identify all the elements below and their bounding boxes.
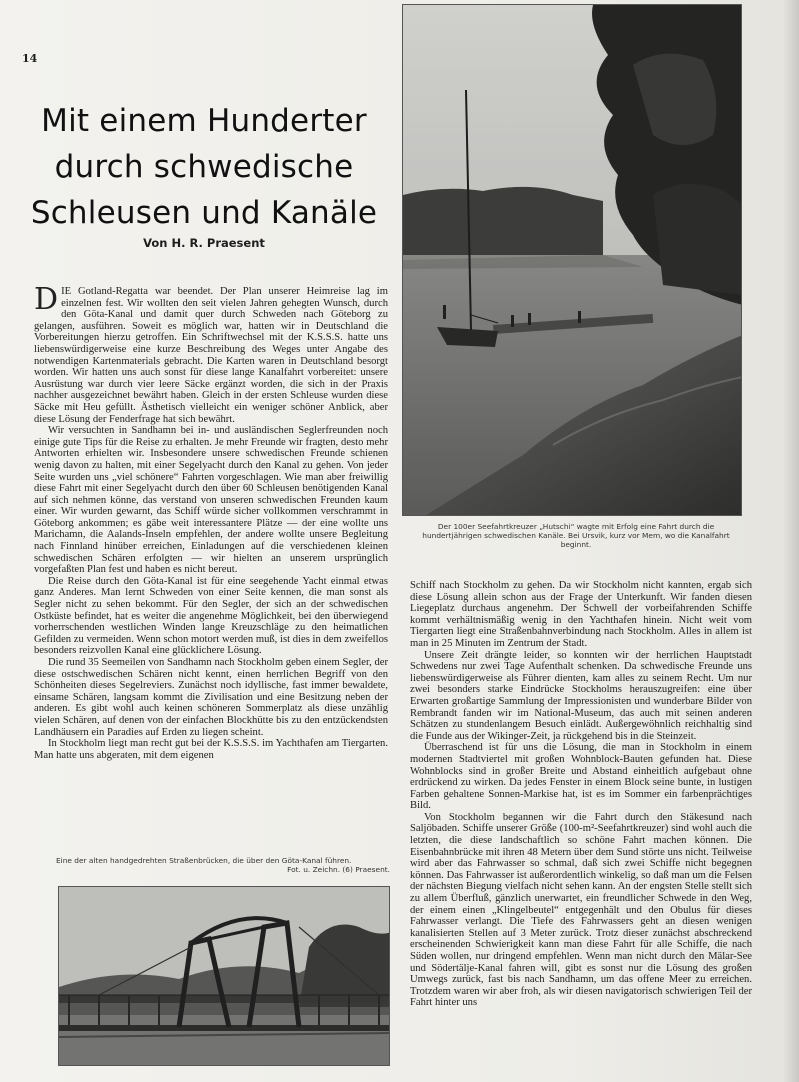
article-paragraph: In Stockholm liegt man recht gut bei der K.S.S.S. im Yachthafen am Tiergarten. Man hatte uns abgeraten, mit dem eigenen <box>34 738 388 761</box>
bridge-caption-text: Eine der alten handgedrehten Straßenbrücken, die über den Göta-Kanal führen. <box>56 856 352 865</box>
page-number: 14 <box>22 52 38 65</box>
bridge-photo-caption <box>56 856 390 874</box>
article-column-left <box>34 286 388 844</box>
article-paragraph: Die rund 35 Seemeilen von Sandhamn nach Stockholm geben einem Segler, der diese ostschwedischen Schären nicht kennt, einen herrlichen Begriff von den Schönheiten dieses Segelreviers. Zunächst noch idyllische, fast immer bewaldete, einsame Schären, langsam kommt die Zivilisation und eine Besitzung neben der anderen. Es gibt wohl auch keinen schöneren Sommerplatz als diese unzählig vielen Schären, auf denen von der einfachen Blockhütte bis zu den entzückendsten Landhäusern ein Paradies auf Erden zu liegen scheint. <box>34 657 388 738</box>
page-edge-shadow <box>783 0 799 1082</box>
sailboat-photo-illustration <box>403 5 742 516</box>
article-paragraph: Schiff nach Stockholm zu gehen. Da wir Stockholm nicht kannten, ergab sich diese Lösung allein schon aus der Frage der Unterkunft. Wir fanden diesen Liegeplatz durchaus angenehm. Der Schwell der vorbeifahrenden Schiffe kommt verhältnismäßig wenig in den Yachthafen hinein. Nicht weit vom Tiergarten liegt eine Straßenbahnverbindung nach Stockholm. Alles in allem ist man in 25 Minuten im Zentrum der Stadt. <box>410 580 752 649</box>
article-paragraph: Von Stockholm begannen wir die Fahrt durch den Stäkesund nach Saljöbaden. Schiffe unserer Größe (100-m²-Seefahrtkreuzer) sind wohl auch die letzten, die diese landschaftlich so schöne Fahrt machen können. Die Eisenbahnbrücke mit ihren 48 Metern über dem Sund störte uns nicht. Teilweise wird aber das Fahrwasser so schmal, daß sich zwei Schiffe nicht begegnen können. Das Fahrwasser ist außerordentlich winkelig, so daß man um die Felsen der nächsten Biegung vielfach nicht sehen kann. An der engsten Stelle stellt sich zu allem Überfluß, gänzlich unerwartet, ein freundlicher Schwede in den Weg, der einem einen „Klingelbeutel“ entgegenhält und den Obulus für dieses Fahrwasser verlangt. Die Tiefe des Fahrwassers geht an diesen wenigen kanalisierten Stellen auf 3 Meter zurück. Trotz dieser zunächst abschreckend erscheinenden Schwierigkeit kann man diese Fahrt für alle Schiffe, die nach Süden wollen, nur dringend empfehlen. Wenn man nicht durch den Mälar-See und Södertälje-Kanal fahren will, gibt es sonst nur die Lösung des großen Umwegs zurück, fast bis nach Sandhamn, um das offene Meer zu erreichen. Trotzdem waren wir aber froh, als wir diesen navigatorisch schwierigen Teil der Fahrt hinter uns <box>410 811 752 1009</box>
article-paragraph: Die Reise durch den Göta-Kanal ist für eine seegehende Yacht einmal etwas ganz Anderes. Man lernt Schweden von einer Seite kennen, die man sonst als Segler nicht zu sehen bekommt. Für den Segler, der sich an der schwedischen Ostküste befindet, hat es weiter die angenehme Möglichkeit, bei den überwiegend vorherrschenden westlichen Winden lange Kreuzschläge zu den heimatlichen Gefilden zu vermeiden. Wenn schon motort werden muß, ist dies in dem zweifellos besonders reizvollen Kanal eine glücklichere Lösung. <box>34 575 388 657</box>
sailboat-photo <box>402 4 742 516</box>
paragraph-text: IE Gotland-Regatta war beendet. Der Plan unserer Heimreise lag im einzelnen fest. Wir wollten den seit vielen Jahren gehegten Wunsch, durch den Göta-Kanal und damit quer durch Schweden nach Göteborg zu gelangen, ausführen. Soweit es möglich war, hatten wir in Deutschland die Vorbereitungen hierzu getroffen. Ein Schriftwechsel mit der K.S.S.S. hatte uns liebenswürdigerweise eine kurze Beschreibung des Weges unter Angabe des notwendigen Kartenmaterials gebracht. Die Karten waren in Deutschland besorgt worden. Wir hatten uns auch sonst für diese lange Kanalfahrt vorbereitet: unsere Ausrüstung war durch vier leere Säcke ergänzt worden, die sich in der Praxis nachher ausgezeichnet bewährt haben. Gleich in der ersten Schleuse wurden diese Säcke mit Heu gefüllt. Ästhetisch vielleicht ein weniger schöner Anblick, aber diese Lösung der Fenderfrage hat sich bewährt. <box>34 286 388 425</box>
sailboat-photo-caption: Der 100er Seefahrtkreuzer „Hutschi“ wagte mit Erfolg eine Fahrt durch die hundertjährigen schwedischen Kanäle. Bei Ursvik, kurz vor Mem, wo die Kanalfahrt beginnt. <box>422 522 730 549</box>
bridge-photo-illustration <box>59 887 390 1066</box>
article-paragraph: Wir versuchten in Sandhamn bei in- und ausländischen Seglerfreunden noch einige gute Tips für die Reise zu erhalten. Je mehr Freunde wir fragten, desto mehr Antworten erhielten wir. Insbesondere unsere schwedischen Freunde schienen wenig davon zu halten, mit einer Segelyacht durch den Kanal zu gehen. Von jeder Seite wurden uns „viel schönere“ Fahrten vorgeschlagen. Wie man aber freiwillig diese Fahrt mit einer Segelyacht durch den über 60 Schleusen benötigenden Kanal auf sich nehmen könne, das verstand von unseren schwedischen Freunden kaum einer. Wir wurden gewarnt, das Schiff würde sicher vollkommen verschrammt in Göteborg ankommen; es gäbe weit interessantere Plätze — der eine wollte uns Marichamn, die Aalands-Inseln empfehlen, der andere wollte unsere Begleitung nach Finnland hinüber erreichen, Einladungen auf die verschiedenen kleinen schwedischen Schären erfolgten — wir hielten an unserem ursprünglich vorgefaßten Plan fest und haben es nicht bereut. <box>34 425 388 576</box>
author-byline: Von H. R. Praesent <box>143 236 265 250</box>
article-paragraph: Unsere Zeit drängte leider, so konnten wir der herrlichen Hauptstadt Schwedens nur zwei Tage Aufenthalt schenken. Da schwedische Freunde uns liebenswürdigerweise als Führer dienten, kam alles zu seinem Recht. Um nur zwei besonders starke Eindrücke Stockholms herauszugreifen: eine über Erwarten großartige Sammlung der Impressionisten und wunderbare Bilder von Rembrandt fanden wir im National-Museum, das auch mit seinen anderen Schätzen zu stundenlangem Besuch einlädt. Außergewöhnlich reichhaltig sind die Funde aus der Wikinger-Zeit, ja rückgehend bis in die Steinzeit. <box>410 649 752 742</box>
article-title: Mit einem Hunderter durch schwedische Schleusen und Kanäle <box>30 103 378 231</box>
photo-credit: Fot. u. Zeichn. (6) Praesent. <box>287 865 390 874</box>
drop-cap: D <box>34 286 59 317</box>
bridge-photo <box>58 886 390 1066</box>
article-column-right <box>410 580 752 1050</box>
article-paragraph <box>34 286 388 425</box>
article-paragraph: Überraschend ist für uns die Lösung, die man in Stockholm in einem modernen Stadtviertel mit großen Wohnblock-Bauten gefunden hat. Diese Wohnblocks sind in großer Breite und Abstand einheitlich aufgebaut ohne erdrückend zu wirken. Da jedes Fenster in einem Block seine bunte, in lustigen Farben gehaltene Sonnen-Markise hat, ist es im Sommer ein farbenprächtiges Bild. <box>410 742 752 812</box>
